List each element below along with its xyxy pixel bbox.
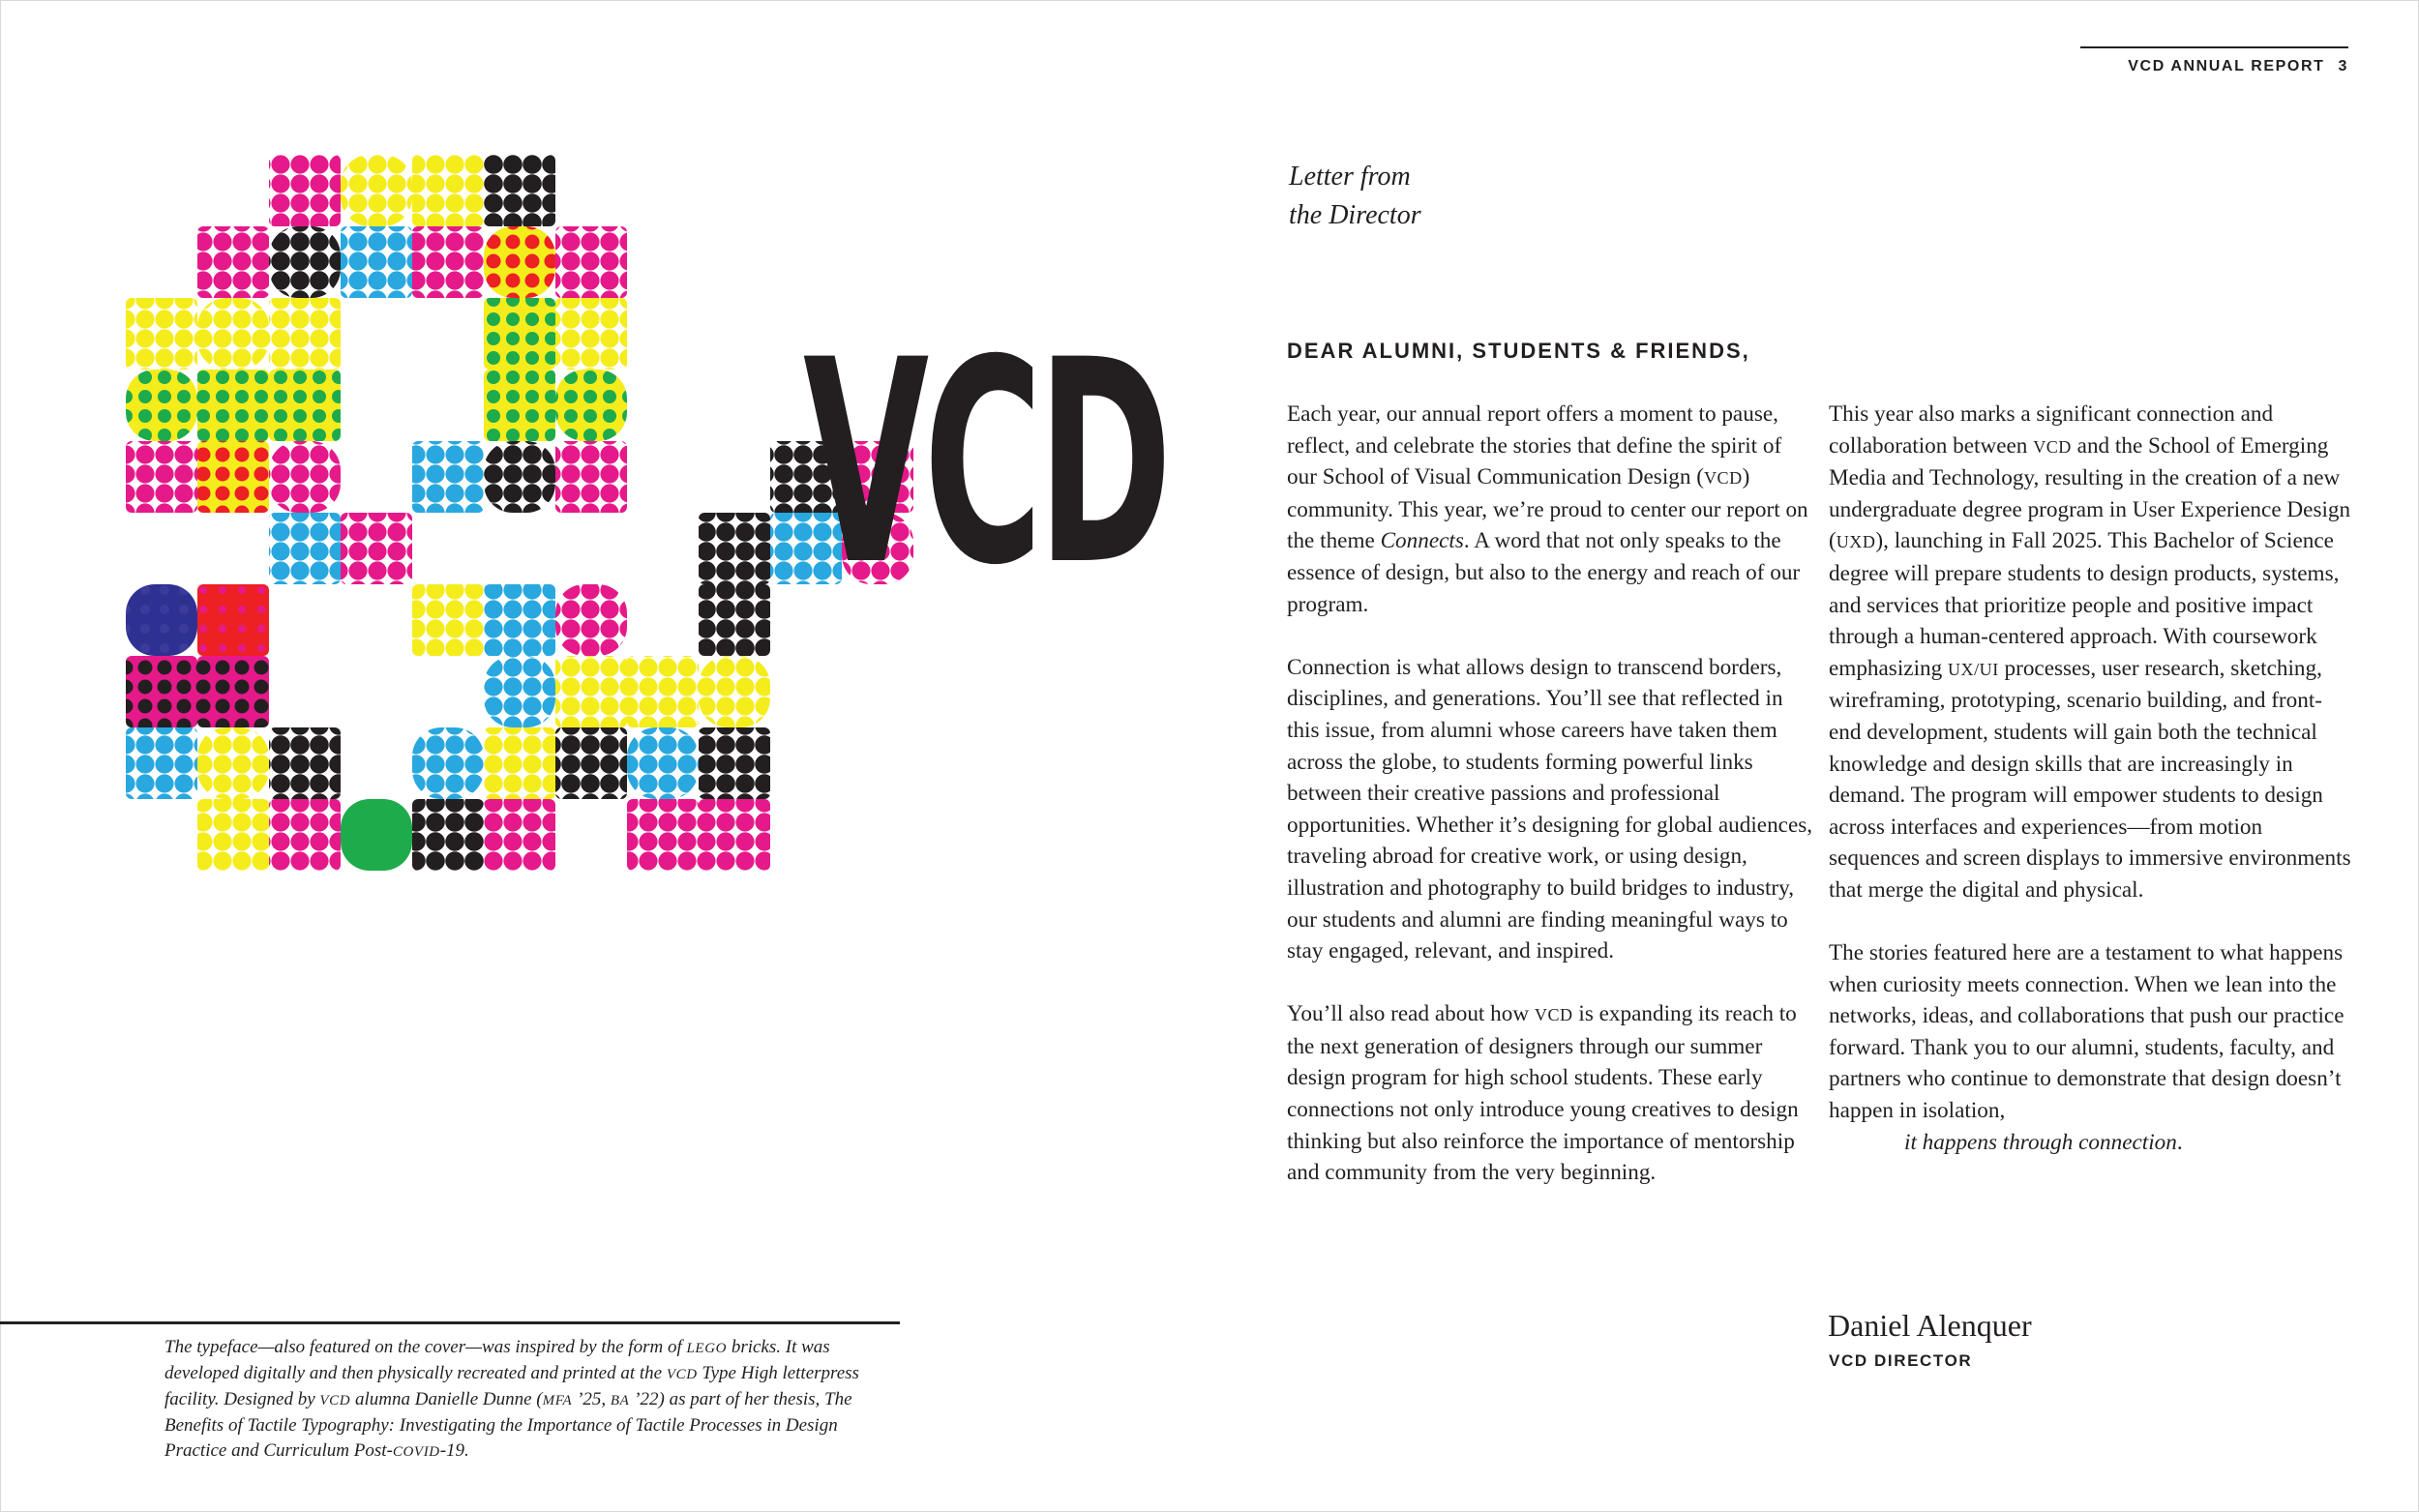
caption-text: Type High letterpress facility. Designed by xyxy=(164,1363,859,1409)
halftone-tile xyxy=(126,727,197,799)
halftone-tile xyxy=(341,513,412,584)
halftone-tile xyxy=(126,298,197,370)
halftone-tile xyxy=(484,584,555,656)
paragraph-2: Connection is what allows design to transcend borders, disciplines, and generations. You’ll see that reflected in this issue, from alumni whose careers have taken them across the globe, to students forming powerful links between their creative passions and professional opportunities. Whether it’s designing for global audiences, traveling abroad for creative work, or using design, illustration and photography to build bridges to industry, our students and alumni are finding meaningful ways to stay engaged, relevant, and inspired. xyxy=(1287,654,1813,964)
halftone-tile xyxy=(699,513,770,584)
halftone-tile xyxy=(555,584,627,656)
halftone-tile xyxy=(699,584,770,656)
halftone-tile xyxy=(269,513,341,584)
kicker-line-1: Letter from xyxy=(1289,162,1411,192)
halftone-tile xyxy=(269,226,341,298)
caption-rule xyxy=(0,1321,900,1324)
halftone-tile xyxy=(126,656,197,727)
halftone-tile xyxy=(699,727,770,799)
paragraph-4 xyxy=(1829,399,2351,906)
report-title: VCD ANNUAL REPORT xyxy=(2128,58,2325,74)
letter-kicker xyxy=(1289,158,1421,235)
halftone-tiles xyxy=(126,155,913,871)
paragraph-text: ) community. This year, we’re proud to center our report on the theme xyxy=(1287,464,1808,554)
halftone-tile xyxy=(555,727,627,799)
halftone-tile xyxy=(484,226,555,298)
smallcaps-text: VCD xyxy=(1534,1005,1573,1025)
paragraph-text: is expanding its reach to the next generation of designers through our summer design program for high school students. These early connections not only introduce young creatives to design thinking but also reinforce the importance of mentorship and community from the very beginning. xyxy=(1287,1001,1799,1186)
halftone-tile xyxy=(699,656,770,727)
halftone-tile xyxy=(484,155,555,226)
letter-column-right xyxy=(1829,399,2351,1190)
paragraph-text: and the School of Emerging Media and Technology, resulting in the creation of a new undergraduate degree program in User Experience Design ( xyxy=(1829,432,2351,554)
halftone-tile xyxy=(484,441,555,513)
paragraph-5 xyxy=(1829,937,2351,1158)
paragraph-text: This year also marks a significant connection and collaboration between xyxy=(1829,401,2274,459)
paragraph-text: You’ll also read about how xyxy=(1287,1001,1535,1027)
halftone-tile xyxy=(269,155,341,226)
closing-punctuation: . xyxy=(2176,1129,2183,1155)
halftone-tile xyxy=(197,298,269,370)
halftone-tile xyxy=(555,298,627,370)
halftone-tile xyxy=(627,656,699,727)
halftone-tile xyxy=(269,370,341,441)
halftone-tile xyxy=(197,226,269,298)
halftone-tile xyxy=(197,441,269,513)
closing-line xyxy=(1829,1127,2351,1159)
caption-smallcaps: LEGO xyxy=(686,1341,728,1356)
halftone-tile xyxy=(555,656,627,727)
halftone-tile xyxy=(555,370,627,441)
halftone-tile xyxy=(126,584,197,656)
halftone-tile xyxy=(341,799,412,871)
caption-text: bricks. It was developed digitally and then physically recreated and printed at the xyxy=(164,1337,830,1383)
kicker-line-2: the Director xyxy=(1289,200,1421,230)
halftone-tile xyxy=(269,441,341,513)
vcd-wordmark: VCD xyxy=(803,301,1167,627)
paragraph-text: ), launching in Fall 2025. This Bachelor of Science degree will prepare students to design products, systems, and services that prioritize people and positive impact through a human-centered approach. With coursework emphasizing xyxy=(1829,528,2340,681)
caption-text: ’25, xyxy=(572,1389,611,1409)
paragraph-text: . A word that not only speaks to the essence of design, but also to the energy and reach of our program. xyxy=(1287,528,1801,617)
halftone-tile xyxy=(484,799,555,871)
halftone-tile xyxy=(412,727,484,799)
caption-smallcaps: BA xyxy=(610,1393,630,1408)
paragraph-3 xyxy=(1287,998,1814,1189)
smallcaps-text: UXD xyxy=(1836,532,1876,552)
caption-text: alumna Danielle Dunne ( xyxy=(350,1389,543,1409)
caption-text: -19. xyxy=(439,1440,469,1461)
smallcaps-text: VCD xyxy=(1703,468,1743,489)
running-header xyxy=(2080,46,2348,75)
paragraph-text: processes, user research, sketching, wireframing, prototyping, scenario building, and front-end development, students will gain both the technical knowledge and design skills that are increasingly in demand. The program will empower students to design across interfaces and experiences—from motion sequences and screen displays to immersive environments that merge the digital and physical. xyxy=(1829,655,2351,903)
halftone-tile xyxy=(484,298,555,370)
caption-text: The typeface—also featured on the cover—was inspired by the form of xyxy=(164,1337,687,1357)
halftone-tile xyxy=(341,226,412,298)
page-number: 3 xyxy=(2338,58,2348,74)
smallcaps-text: VCD xyxy=(2033,436,2072,457)
halftone-ampersand-artwork xyxy=(116,155,1167,1316)
halftone-tile xyxy=(269,298,341,370)
halftone-tile xyxy=(269,799,341,871)
halftone-tile xyxy=(484,656,555,727)
caption-smallcaps: COVID xyxy=(392,1444,440,1460)
letter-salutation: DEAR ALUMNI, STUDENTS & FRIENDS, xyxy=(1287,339,1750,363)
artwork-caption xyxy=(164,1335,900,1465)
caption-text: ’22) as part of her thesis, The Benefits of Tactile Typography: Investigating the Importance of Tactile Processes in Design Practice and Curriculum Post- xyxy=(164,1389,852,1461)
paragraph-text: The stories featured here are a testament to what happens when curiosity meets connection. When we lean into the networks, ideas, and collaborations that push our practice forward. Thank you to our alumni, students, faculty, and partners who continue to demonstrate that design doesn’t happen in isolation, xyxy=(1829,940,2344,1124)
halftone-tile xyxy=(412,226,484,298)
signature-title: VCD DIRECTOR xyxy=(1829,1351,1973,1370)
halftone-tile xyxy=(699,799,770,871)
halftone-tile xyxy=(197,727,269,799)
emphasis-text: Connects xyxy=(1380,528,1464,554)
halftone-tile xyxy=(197,799,269,871)
signature-name: Daniel Alenquer xyxy=(1828,1308,2032,1343)
halftone-tile xyxy=(197,584,269,656)
halftone-tile xyxy=(197,656,269,727)
halftone-tile xyxy=(627,799,699,871)
caption-smallcaps: VCD xyxy=(666,1367,698,1382)
paragraph-text: Each year, our annual report offers a moment to pause, reflect, and celebrate the stories that define the spirit of our School of Visual Communication Design ( xyxy=(1287,401,1782,490)
halftone-tile xyxy=(269,727,341,799)
letter-column-left xyxy=(1287,399,1814,1220)
emphasis-text: it happens through connection xyxy=(1904,1129,2177,1155)
caption-smallcaps: MFA xyxy=(542,1393,573,1408)
halftone-tile xyxy=(197,370,269,441)
halftone-tile xyxy=(412,799,484,871)
smallcaps-text: UX/UI xyxy=(1948,659,1999,679)
caption-smallcaps: VCD xyxy=(319,1393,351,1408)
halftone-tile xyxy=(627,727,699,799)
halftone-tile xyxy=(341,155,412,226)
halftone-tile xyxy=(412,155,484,226)
halftone-tile xyxy=(484,727,555,799)
halftone-tile xyxy=(126,370,197,441)
halftone-tile xyxy=(484,370,555,441)
halftone-tile xyxy=(126,441,197,513)
halftone-tile xyxy=(412,441,484,513)
halftone-tile xyxy=(555,226,627,298)
halftone-tile xyxy=(412,584,484,656)
paragraph-1 xyxy=(1287,399,1814,620)
halftone-tile xyxy=(555,441,627,513)
